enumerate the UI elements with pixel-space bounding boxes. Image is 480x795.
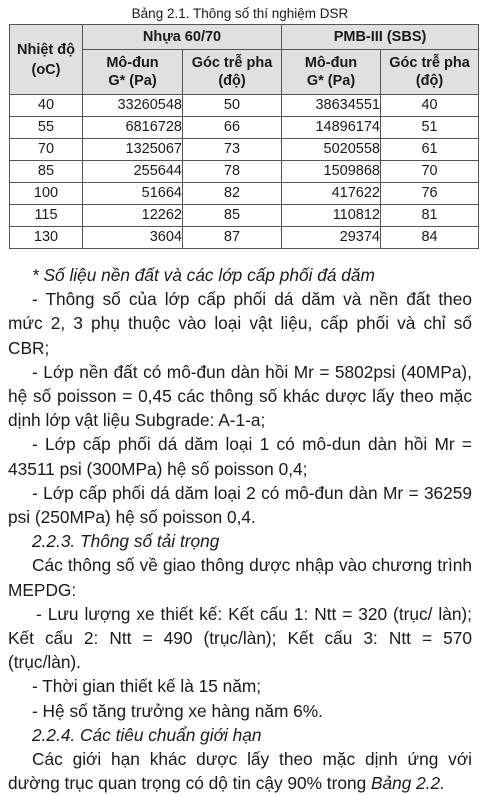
dsr-table — [9, 24, 479, 249]
subgrade-heading: * Số liệu nền đất và các lớp cấp phối đá dăm — [32, 265, 375, 285]
table-row: 55 6816728 66 14896174 51 — [10, 117, 479, 139]
paragraph: - Lớp nền đất có mô-đun dàn hồi Mr = 5802psi (40MPa), hệ số poisson = 0,45 các thông số khác dược lấy theo mặc dịnh lớp vật liệu Subgrade: A-1-a; — [8, 361, 472, 431]
paragraph: - Thông số của lớp cấp phối dá dăm và nền đất theo mức 2, 3 phụ thuộc vào loại vật liệu, cấp phối và chỉ số CBR; — [8, 289, 472, 358]
subheader-phase-angle: Góc trễ pha (độ) — [381, 50, 479, 95]
table-row: 115 12262 85 110812 81 — [10, 205, 479, 227]
paragraph: - Thời gian thiết kế là 15 năm; — [32, 676, 262, 697]
table-caption: Bảng 2.1. Thông số thí nghiệm DSR — [131, 6, 349, 21]
table-row: 130 3604 87 29374 84 — [10, 227, 479, 249]
table-reference: Bảng 2.2. — [370, 773, 445, 794]
table-row: 40 33260548 50 38634551 40 — [10, 95, 479, 117]
temperature-unit: (oC) — [31, 61, 61, 78]
table-row: 70 1325067 73 5020558 61 — [10, 139, 479, 161]
subheader-modulus: Mô-đun G* (Pa) — [83, 50, 183, 95]
table-row: 85 255644 78 1509868 70 — [10, 161, 479, 183]
header-group-bitumen-6070: Nhựa 60/70 — [83, 25, 282, 50]
subheader-phase-angle: Góc trễ pha (độ) — [183, 50, 282, 95]
table-row: 100 51664 82 417622 76 — [10, 183, 479, 205]
paragraph: Các thông số về giao thông dược nhập vào chương trình MEPDG: — [8, 555, 472, 600]
header-temperature: Nhiệt độ (oC) — [10, 25, 83, 95]
paragraph: - Lớp cấp phối dá dăm loại 1 có mô-dun dàn hồi Mr = 43511 psi (300MPa) hệ số poisson 0,4; — [8, 434, 472, 479]
document-page — [0, 4, 480, 792]
paragraph: - Hệ số tăng trưởng xe hàng năm 6%. — [32, 700, 323, 721]
table-header-row — [10, 25, 479, 50]
body-text — [4, 263, 476, 795]
section-heading-2-2-4: 2.2.4. Các tiêu chuẩn giới hạn — [32, 724, 262, 745]
section-heading-2-2-3: 2.2.3. Thông số tải trọng — [32, 531, 220, 552]
paragraph: - Lưu lượng xe thiết kế: Kết cấu 1: Ntt = 320 (trục/ làn); Kết cấu 2: Ntt = 490 (trục/làn); Kết cấu 3: Ntt = 570 (trục/làn). — [8, 603, 472, 673]
paragraph: Các giới hạn khác dược lấy theo mặc dịnh ứng với dường trục quan trọng có dộ tin cậy 90% trong Bảng 2.2. — [8, 749, 472, 794]
subheader-modulus: Mô-đun G* (Pa) — [282, 50, 381, 95]
paragraph: - Lớp cấp phối dá dăm loại 2 có mô-đun dàn Mr = 36259 psi (250MPa) hệ số poisson 0,4. — [8, 482, 472, 528]
header-group-pmb-sbs: PMB-III (SBS) — [282, 25, 479, 50]
